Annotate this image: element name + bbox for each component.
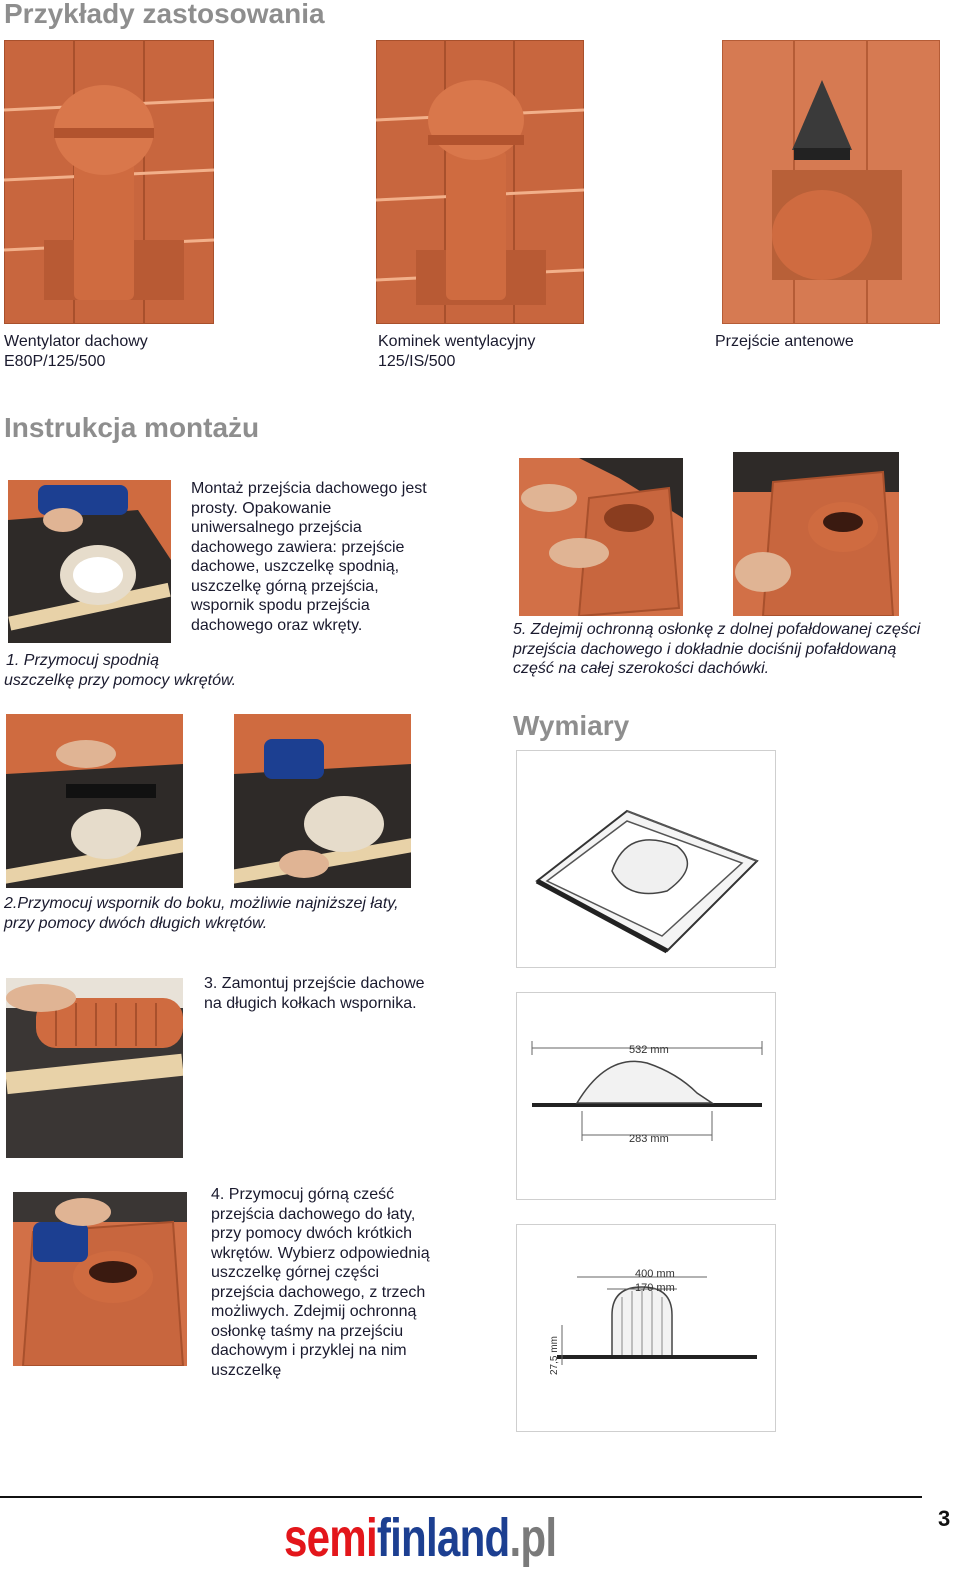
side-top-dimension: 532 mm — [629, 1044, 669, 1056]
logo-part-pl: .pl — [509, 1508, 557, 1568]
step4-line: przejścia dachowego do łaty, — [211, 1205, 416, 1223]
side-bottom-dimension: 283 mm — [629, 1133, 669, 1145]
logo-part-semi: semi — [284, 1508, 377, 1568]
dimensions-heading: Wymiary — [513, 710, 630, 741]
step1-line: uszczelkę przy pomocy wkrętów. — [4, 671, 237, 689]
step5-photo-a — [519, 458, 683, 616]
step2-line: 2.Przymocuj wspornik do boku, możliwie najniższej łaty, — [4, 895, 399, 912]
step1-photo — [8, 480, 171, 643]
intro-line: wspornik spodu przejścia — [191, 597, 370, 614]
step4-line: uszczelkę górnej części — [211, 1264, 380, 1281]
step2-photo-a — [6, 714, 183, 888]
isometric-drawing — [516, 750, 776, 968]
intro-line: dachowego zawiera: przejście — [191, 538, 405, 556]
footer-rule — [0, 1496, 922, 1498]
step2-photo-b — [234, 714, 411, 888]
example-caption-2-line1: Kominek wentylacyjny — [378, 333, 536, 350]
step4-line: możliwych. Zdejmij ochronną — [211, 1303, 417, 1320]
step5-line: przejścia dachowego i dokładnie dociśnij pofałdowaną — [513, 640, 897, 658]
step4-line: wkrętów. Wybierz odpowiednią — [211, 1244, 430, 1262]
instructions-intro — [191, 479, 427, 635]
front-inner-dimension: 170 mm — [635, 1282, 675, 1294]
roof-fan-photo — [4, 40, 214, 324]
front-width-dimension: 400 mm — [635, 1268, 675, 1280]
step3-line: 3. Zamontuj przejście dachowe — [204, 975, 425, 992]
step4-line: przejścia dachowego, z trzech — [211, 1283, 426, 1301]
example-caption-1-line2: E80P/125/500 — [4, 352, 106, 370]
step5-line: 5. Zdejmij ochronną osłonkę z dolnej pofałdowanej części — [513, 621, 921, 638]
intro-line: uniwersalnego przejścia — [191, 519, 362, 536]
intro-line: uszczelkę górną przejścia, — [191, 577, 379, 595]
side-view-drawing — [516, 992, 776, 1200]
step5-caption — [513, 620, 920, 679]
step4-line: 4. Przymocuj górną cześć — [211, 1186, 395, 1203]
logo-part-finland: finland — [376, 1508, 510, 1568]
page-number: 3 — [938, 1506, 951, 1531]
intro-line: dachowe, uszczelkę spodnią, — [191, 558, 400, 575]
step3-caption — [204, 974, 425, 1013]
step2-line: przy pomocy dwóch długich wkrętów. — [4, 914, 268, 932]
example-caption-1-line1: Wentylator dachowy — [4, 333, 148, 350]
step4-photo — [13, 1192, 187, 1366]
step3-line: na długich kołkach wspornika. — [204, 994, 417, 1012]
step5-photo-b — [733, 452, 899, 616]
step4-line: przy pomocy dwóch krótkich — [211, 1225, 412, 1242]
examples-heading: Przykłady zastosowania — [4, 0, 325, 29]
example-caption-3-line1: Przejście antenowe — [715, 333, 854, 350]
roof-chimney-photo — [376, 40, 584, 324]
step4-line: dachowym i przyklej na nim — [211, 1342, 407, 1359]
step1-line: 1. Przymocuj spodnią — [6, 652, 159, 669]
step4-line: osłonkę taśmy na przejściu — [211, 1322, 404, 1340]
step5-line: część na całej szerokości dachówki. — [513, 660, 770, 677]
instructions-heading: Instrukcja montażu — [4, 412, 260, 443]
step4-line: uszczelkę — [211, 1361, 282, 1379]
brand-logo — [284, 1508, 556, 1568]
intro-line: Montaż przejścia dachowego jest — [191, 480, 427, 497]
step1-caption — [4, 651, 236, 690]
front-view-drawing — [516, 1224, 776, 1432]
example-caption-2-line2: 125/IS/500 — [378, 352, 456, 370]
step4-caption — [211, 1185, 430, 1380]
intro-line: prosty. Opakowanie — [191, 499, 332, 517]
step2-caption — [4, 894, 399, 933]
intro-line: dachowego oraz wkręty. — [191, 616, 363, 634]
front-height-dimension: 27,5 mm — [549, 1336, 560, 1375]
roof-antenna-photo — [722, 40, 940, 324]
step3-photo — [6, 978, 183, 1158]
